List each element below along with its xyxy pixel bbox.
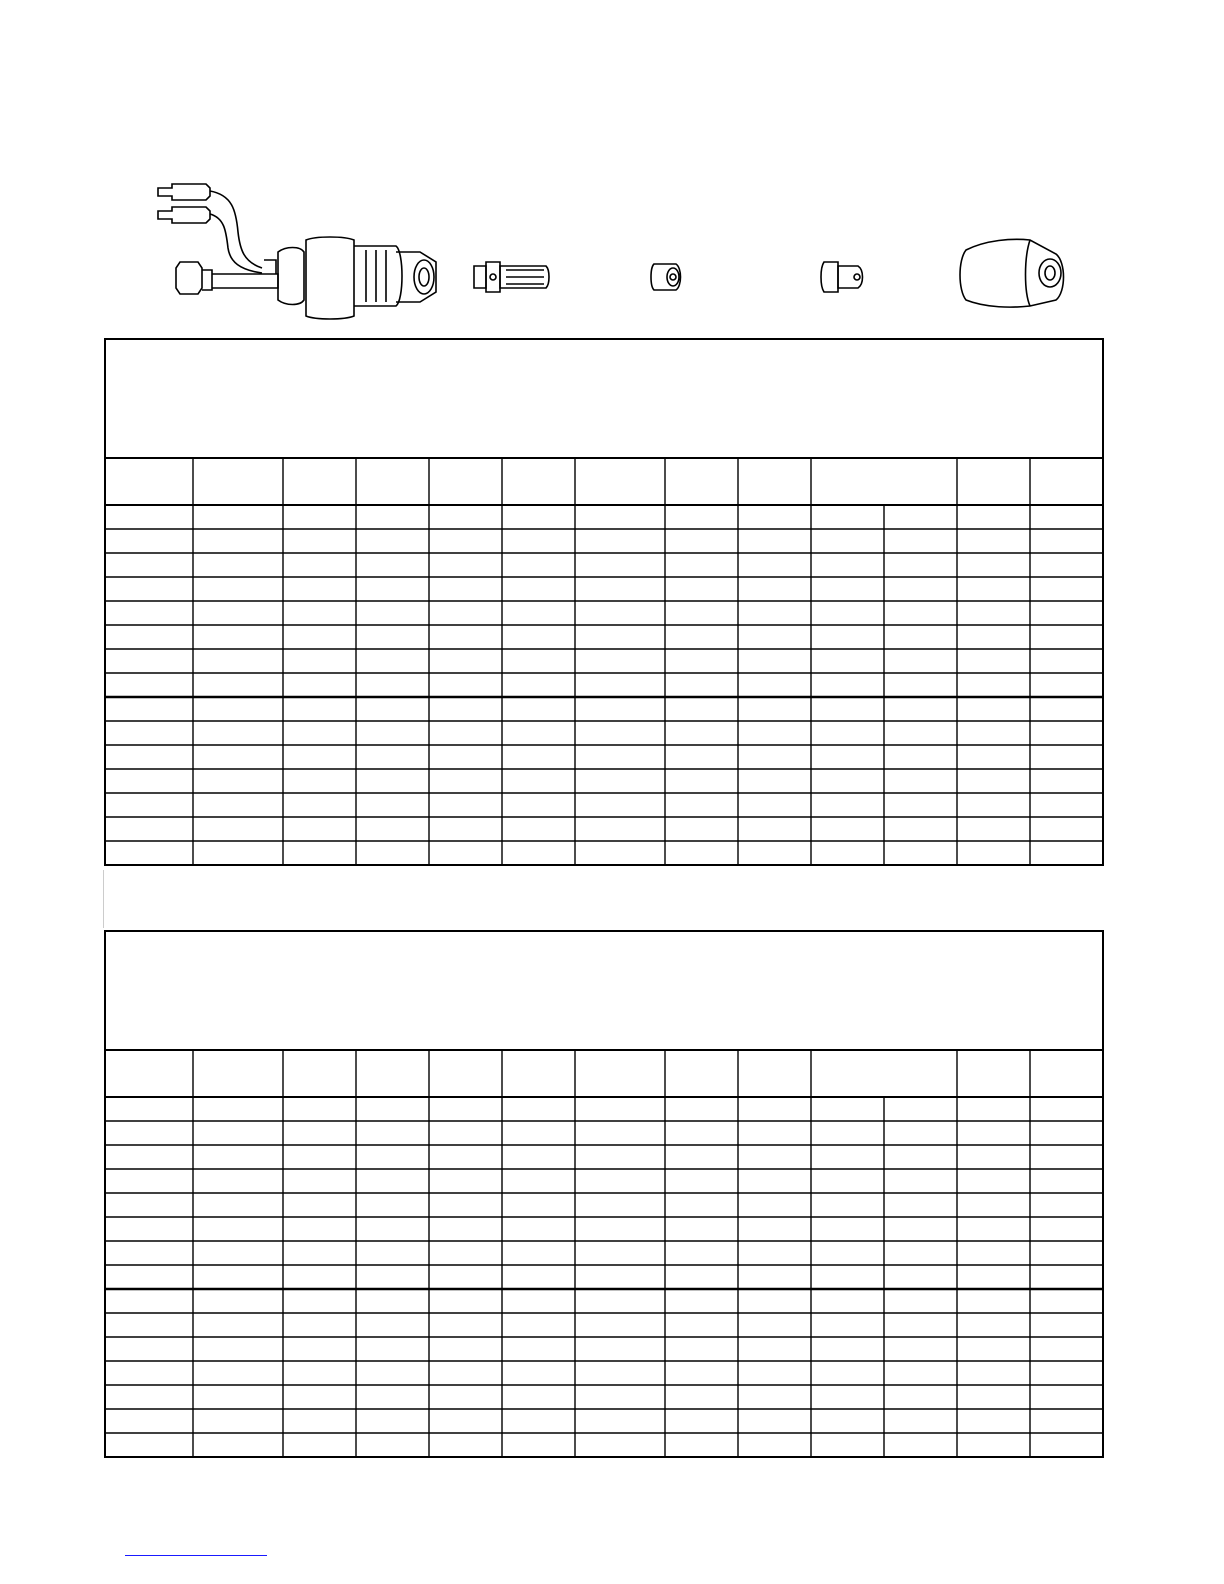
tip-icon <box>821 262 863 292</box>
electrode-icon <box>474 262 549 292</box>
shield-cup-icon <box>960 239 1064 307</box>
table-border <box>105 931 1103 1457</box>
torch-head-icon <box>158 184 436 319</box>
table-grid <box>104 338 1104 870</box>
cut-chart-table-1 <box>104 338 1104 870</box>
table-grid <box>104 930 1104 1462</box>
divider-mark <box>103 870 104 928</box>
footer-link-underline[interactable] <box>125 1555 267 1556</box>
cut-chart-table-2 <box>104 930 1104 1462</box>
swirl-ring-icon <box>651 264 681 290</box>
table-border <box>105 339 1103 865</box>
consumable-parts-illustration <box>0 0 1224 330</box>
